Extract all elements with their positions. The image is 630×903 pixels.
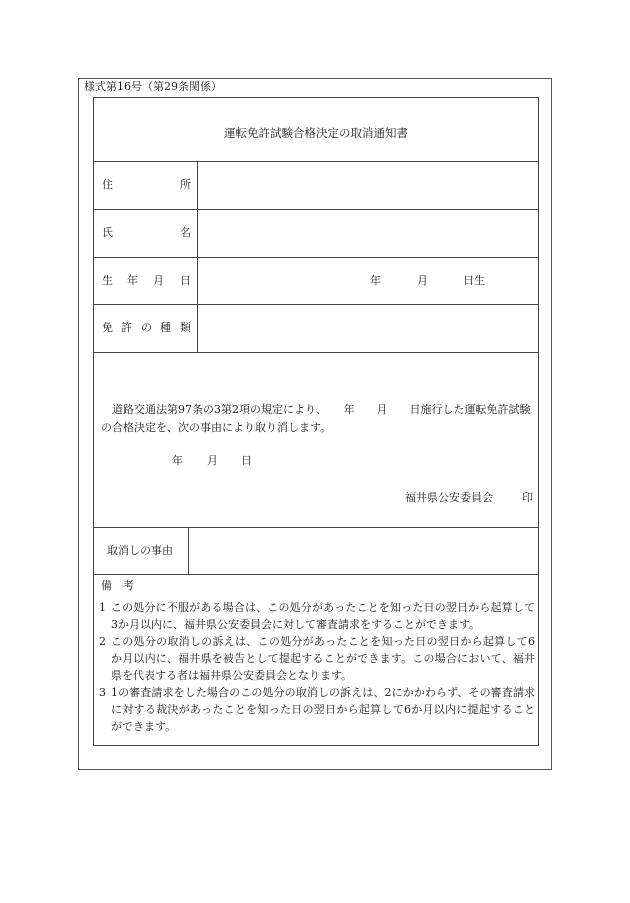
remark-number: 2 — [99, 635, 106, 648]
notice-year-unit: 年 — [172, 454, 183, 467]
reason-label: 取消しの事由 — [107, 544, 173, 557]
remarks-title: 備 考 — [101, 579, 134, 592]
row-divider — [94, 352, 538, 353]
remark-item — [99, 633, 535, 684]
birthdate-label: 年 — [127, 274, 138, 287]
address-field[interactable] — [198, 162, 539, 209]
remark-text: 1の審査請求をした場合のこの処分の取消しの訴えは、2にかかわらず、その審査請求に対する裁決があったことを知った日の翌日から起算して6か月以内に提起することができます。 — [111, 686, 535, 733]
license-type-label: 類 — [180, 321, 191, 334]
remark-text: この処分の取消しの訴えは、この処分があったことを知った日の翌日から起算して6か月以内に、福井県を被告として提起することができます。この場合において、福井県を代表する者は福井県公安委員会となります。 — [111, 635, 535, 682]
license-type-input[interactable] — [198, 305, 539, 352]
remark-text: この処分に不服がある場合は、この処分があったことを知った日の翌日から起算して3か月以内に、福井県公安委員会に対して審査請求をすることができます。 — [111, 601, 535, 631]
notice-form — [93, 97, 539, 746]
birthdate-label: 生 — [102, 274, 113, 287]
remark-item — [99, 684, 535, 735]
remark-item — [99, 599, 535, 633]
name-label: 氏 — [102, 226, 113, 239]
license-type-label: の — [141, 321, 152, 334]
notice-month-unit: 月 — [207, 454, 218, 467]
reason-field[interactable] — [189, 528, 539, 574]
name-label: 名 — [180, 226, 191, 239]
birth-day-unit: 日生 — [463, 274, 485, 287]
form-number: 様式第16号（第29条関係） — [84, 80, 222, 93]
license-type-label: 許 — [121, 321, 132, 334]
notice-day-unit: 日 — [241, 454, 252, 467]
issuer-name: 福井県公安委員会 — [405, 491, 493, 504]
birthdate-label: 月 — [153, 274, 164, 287]
birth-month-unit: 月 — [417, 274, 428, 287]
remark-number: 3 — [99, 686, 106, 699]
license-type-label: 免 — [102, 321, 113, 334]
birth-year-unit: 年 — [370, 274, 381, 287]
address-label: 住 — [102, 178, 113, 191]
remark-number: 1 — [99, 601, 106, 614]
document-title: 運転免許試験合格決定の取消通知書 — [224, 126, 408, 140]
address-label: 所 — [180, 178, 191, 191]
license-type-label: 種 — [160, 321, 171, 334]
row-divider — [94, 574, 538, 575]
seal-mark: 印 — [522, 491, 533, 504]
birthdate-field[interactable] — [198, 258, 539, 304]
name-field[interactable] — [198, 210, 539, 257]
notice-body: 道路交通法第97条の3第2項の規定により、 年 月 日施行した運転免許試験の合格決定を、次の事由により取り消します。 — [101, 403, 531, 434]
birthdate-label: 日 — [180, 274, 191, 287]
